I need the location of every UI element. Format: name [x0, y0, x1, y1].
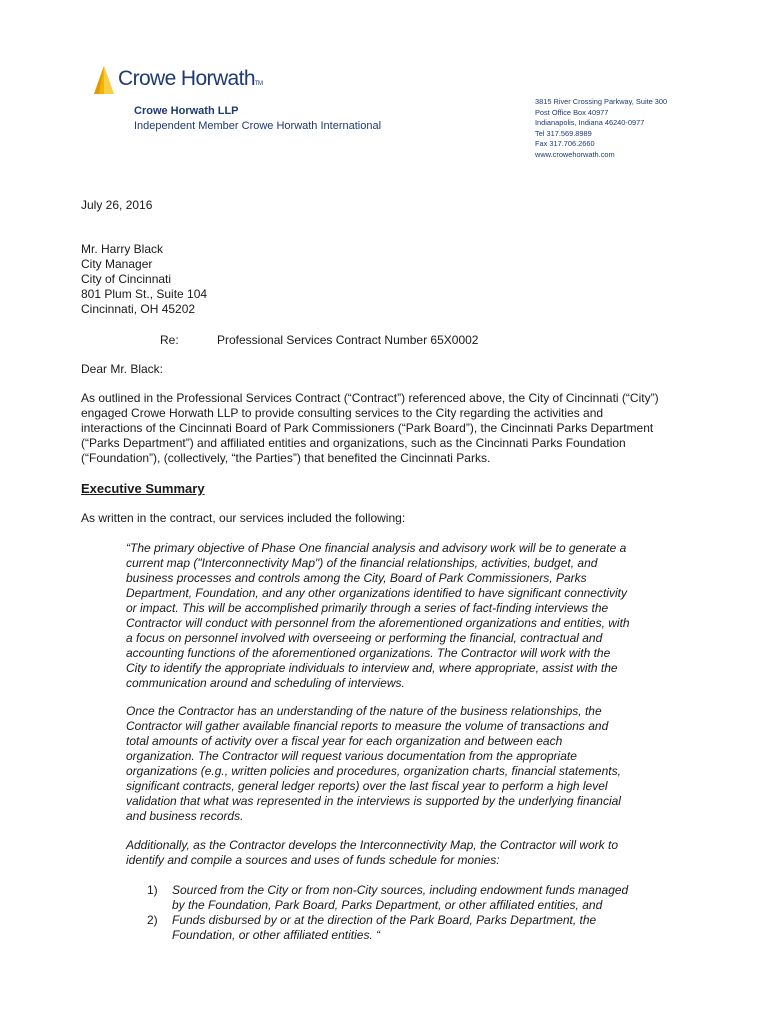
quote-line: Department, Foundation, and any other organizations identified to have significant connectivity [126, 586, 627, 600]
quote-line: or impact. This will be accomplished primarily through a series of fact-finding interviews the [126, 601, 609, 615]
list-item-number: 1) [147, 883, 158, 897]
paragraph-line: (“Foundation”), (collectively, “the Parties”) that benefited the Cincinnati Parks. [81, 451, 491, 465]
re-label: Re: [160, 333, 179, 347]
address-line: Indianapolis, Indiana 46240-0977 [535, 118, 645, 128]
quote-line: Once the Contractor has an understanding of the nature of the business relationships, the [126, 704, 602, 718]
intro-paragraph [81, 391, 701, 466]
list-item-line: Sourced from the City or from non-City sources, including endowment funds managed [172, 883, 629, 897]
firm-name: Crowe Horwath LLP [134, 105, 239, 117]
quote-line: Contractor will gather available financial reports to measure the volume of transactions and [126, 719, 609, 733]
recipient-line: City of Cincinnati [81, 272, 172, 286]
recipient-line: Cincinnati, OH 45202 [81, 302, 196, 316]
logo-wordmark: Crowe HorwathTM [118, 67, 263, 90]
quote-line: “The primary objective of Phase One financial analysis and advisory work will be to generate a [126, 541, 627, 555]
address-line: Post Office Box 40977 [535, 107, 609, 117]
paragraph-line: engaged Crowe Horwath LLP to provide consulting services to the City regarding the activities and [81, 406, 604, 420]
list-item-line: Foundation, or other affiliated entities. “ [172, 928, 381, 942]
paragraph-line: As outlined in the Professional Services Contract (“Contract”) referenced above, the City of Cincinnati (“City”) [81, 391, 659, 405]
quote-line: communication around and scheduling of interviews. [126, 676, 405, 690]
re-subject: Professional Services Contract Number 65X0002 [217, 333, 479, 347]
list-item-line: Funds disbursed by or at the direction of the Park Board, Parks Department, the [172, 913, 597, 927]
address-line: 3815 River Crossing Parkway, Suite 300 [535, 97, 668, 106]
letter-date: July 26, 2016 [81, 198, 153, 212]
quote-line: significant contracts, general ledger reports) over the last fiscal year to perform a high level [126, 779, 608, 793]
company-logo [90, 64, 290, 98]
crowe-horwath-logo-icon [90, 64, 120, 98]
quote-line: and business records. [126, 809, 244, 823]
quote-line: organizations (e.g., written policies and procedures, organization charts, financial statements, [126, 764, 621, 778]
salutation: Dear Mr. Black: [81, 362, 164, 376]
quote-line: total amounts of activity over a fiscal year for each organization and between each [126, 734, 563, 748]
firm-subtitle: Independent Member Crowe Horwath International [134, 120, 382, 132]
quoted-paragraph-financial-reports [126, 704, 666, 824]
quoted-paragraph-objective [126, 541, 666, 691]
quote-line: organization. The Contractor will request various documentation from the appropriate [126, 749, 577, 763]
quoted-paragraph-funds-schedule [126, 838, 666, 868]
recipient-line: Mr. Harry Black [81, 242, 164, 256]
recipient-line: 801 Plum St., Suite 104 [81, 287, 208, 301]
quote-line: validation that what was represented in the interviews is supported by the underlying financial [126, 794, 621, 808]
list-item-line: by the Foundation, Park Board, Parks Department, or other affiliated entities, and [172, 898, 603, 912]
quote-line: identify and compile a sources and uses of funds schedule for monies: [126, 853, 500, 867]
list-item [147, 883, 667, 913]
paragraph-line: (“Parks Department”) and affiliated entities and organizations, such as the Cincinnati Parks Foundation [81, 436, 626, 450]
quote-line: business processes and controls among the City, Board of Park Commissioners, Parks [126, 571, 587, 585]
quote-line: Additionally, as the Contractor develops the Interconnectivity Map, the Contractor will work to [126, 838, 619, 852]
paragraph-line: interactions of the Cincinnati Board of Park Commissioners (“Park Board”), the Cincinnati Parks Department [81, 421, 654, 435]
firm-address-block [535, 97, 667, 161]
quote-line: current map ("Interconnectivity Map") of the financial relationships, activities, budget, and [126, 556, 598, 570]
section-heading-executive-summary: Executive Summary [81, 481, 205, 496]
quote-line: accounting functions of the aforementioned organizations. The Contractor will work with the [126, 646, 611, 660]
list-item [147, 913, 667, 943]
quote-line: a focus on personnel involved with overseeing or performing the financial, contractual and [126, 631, 603, 645]
services-intro: As written in the contract, our services included the following: [81, 511, 406, 525]
recipient-line: City Manager [81, 257, 153, 271]
fax-line: Fax 317.706.2660 [535, 139, 595, 149]
phone-line: Tel 317.569.8989 [535, 128, 592, 138]
quote-line: Contractor will conduct with personnel from the aforementioned organizations and entities, with [126, 616, 630, 630]
funds-list [147, 883, 667, 943]
list-item-number: 2) [147, 913, 158, 927]
website-link[interactable]: www.crowehorwath.com [535, 149, 615, 159]
recipient-address [81, 242, 207, 317]
quote-line: City to identify the appropriate individuals to interview and, where appropriate, assist with the [126, 661, 618, 675]
